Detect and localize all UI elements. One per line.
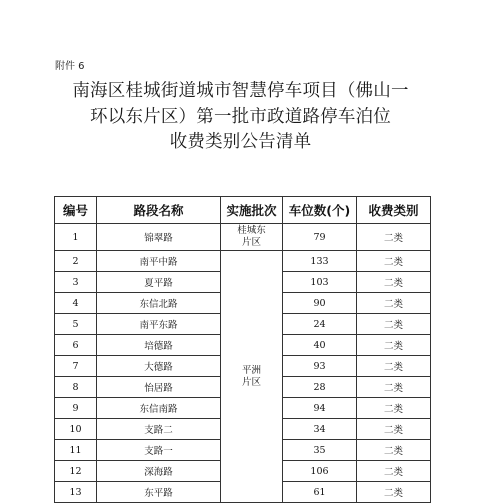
cell-no: 11 (55, 440, 97, 461)
cell-road: 东信北路 (97, 293, 221, 314)
cell-no: 12 (55, 461, 97, 482)
title-line-2: 环以东片区）第一批市政道路停车泊位 (90, 107, 391, 127)
cell-road: 南平中路 (97, 251, 221, 272)
cell-category: 二类 (357, 314, 431, 335)
header-spaces: 车位数(个) (283, 197, 357, 224)
batch-line-1: 平洲 (241, 364, 261, 376)
cell-no: 7 (55, 356, 97, 377)
table-row (55, 224, 431, 251)
batch-line-2: 片区 (241, 237, 261, 248)
cell-spaces: 24 (283, 314, 357, 335)
cell-spaces: 35 (283, 440, 357, 461)
cell-road: 支路一 (97, 440, 221, 461)
cell-spaces: 34 (283, 419, 357, 440)
cell-category: 二类 (357, 335, 431, 356)
cell-batch (221, 251, 283, 503)
cell-category: 二类 (357, 419, 431, 440)
cell-no: 4 (55, 293, 97, 314)
cell-no: 1 (55, 224, 97, 251)
header-category: 收费类别 (357, 197, 431, 224)
cell-spaces: 79 (283, 224, 357, 251)
table-row (55, 251, 431, 272)
attachment-label: 附件 6 (55, 61, 85, 72)
cell-category: 二类 (357, 440, 431, 461)
parking-table (54, 196, 431, 503)
cell-spaces: 94 (283, 398, 357, 419)
cell-no: 8 (55, 377, 97, 398)
cell-road: 锦翠路 (97, 224, 221, 251)
cell-road: 东平路 (97, 482, 221, 503)
table-header-row (55, 197, 431, 224)
header-no: 编号 (55, 197, 97, 224)
cell-spaces: 61 (283, 482, 357, 503)
header-batch: 实施批次 (221, 197, 283, 224)
cell-spaces: 133 (283, 251, 357, 272)
cell-category: 二类 (357, 377, 431, 398)
cell-no: 2 (55, 251, 97, 272)
cell-category: 二类 (357, 398, 431, 419)
cell-category: 二类 (357, 461, 431, 482)
cell-spaces: 40 (283, 335, 357, 356)
cell-no: 6 (55, 335, 97, 356)
cell-batch (221, 224, 283, 251)
cell-category: 二类 (357, 224, 431, 251)
cell-road: 怡居路 (97, 377, 221, 398)
cell-road: 大德路 (97, 356, 221, 377)
cell-road: 培德路 (97, 335, 221, 356)
cell-category: 二类 (357, 272, 431, 293)
title-line-3: 收费类别公告清单 (169, 132, 312, 152)
cell-road: 支路二 (97, 419, 221, 440)
cell-category: 二类 (357, 482, 431, 503)
cell-spaces: 90 (283, 293, 357, 314)
header-road: 路段名称 (97, 197, 221, 224)
cell-spaces: 106 (283, 461, 357, 482)
cell-road: 夏平路 (97, 272, 221, 293)
cell-spaces: 93 (283, 356, 357, 377)
cell-no: 9 (55, 398, 97, 419)
cell-spaces: 103 (283, 272, 357, 293)
cell-road: 东信南路 (97, 398, 221, 419)
batch-line-2: 片区 (241, 376, 261, 388)
cell-category: 二类 (357, 293, 431, 314)
cell-road: 南平东路 (97, 314, 221, 335)
cell-no: 10 (55, 419, 97, 440)
cell-category: 二类 (357, 356, 431, 377)
cell-category: 二类 (357, 251, 431, 272)
cell-no: 3 (55, 272, 97, 293)
cell-no: 5 (55, 314, 97, 335)
cell-road: 深海路 (97, 461, 221, 482)
title-line-1: 南海区桂城街道城市智慧停车项目（佛山一 (72, 81, 409, 101)
batch-line-1: 桂城东 (237, 225, 266, 236)
cell-no: 13 (55, 482, 97, 503)
cell-spaces: 28 (283, 377, 357, 398)
